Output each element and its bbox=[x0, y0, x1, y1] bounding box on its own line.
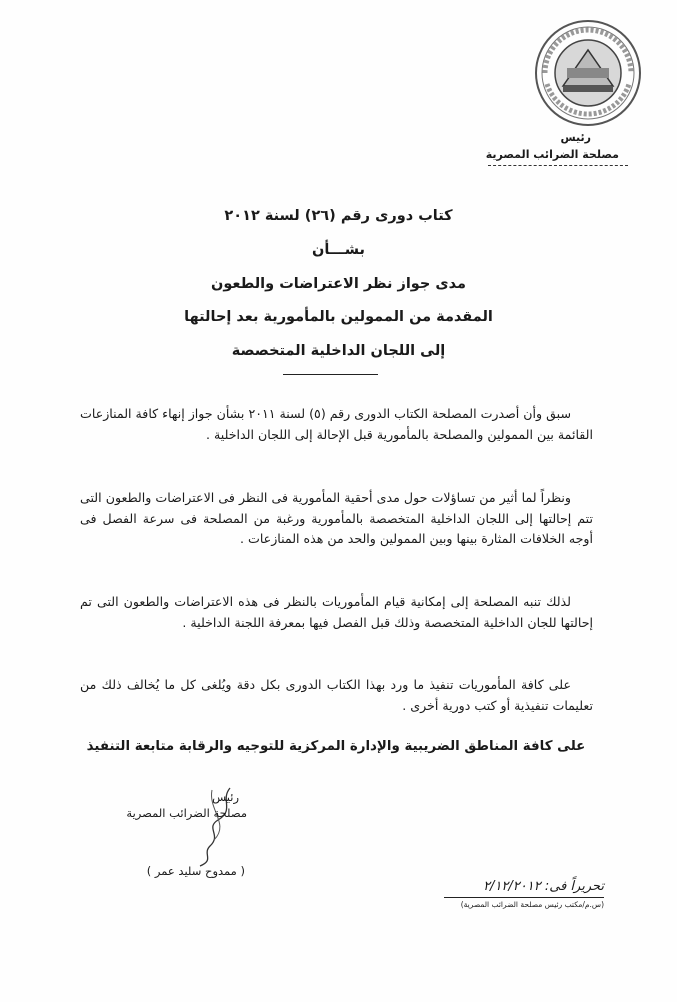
signatory-authority: مصلحة الضرائب المصرية bbox=[126, 806, 247, 820]
header-title: رئيس bbox=[560, 131, 591, 144]
paragraph-4-text: على كافة المأموريات تنفيذ ما ورد بهذا الكتاب الدورى بكل دقة ويُلغى كل ما يُخالف ذلك من تعليمات تنفيذية أو كتب دورية أخرى . bbox=[80, 677, 593, 713]
paragraph-1-text: سبق وأن أصدرت المصلحة الكتاب الدورى رقم (٥) لسنة ٢٠١١ بشأن جواز إنهاء كافة المنازعات القائمة بين الممولين والمصلحة بالمأمورية قبل الإحالة إلى اللجان الداخلية . bbox=[80, 406, 593, 442]
paragraph-1 bbox=[80, 404, 593, 445]
issue-date: تحريراً فى: ٢/١٢/٢٠١٢ bbox=[483, 879, 604, 894]
agency-seal-logo bbox=[533, 18, 643, 128]
paragraph-3-text: لذلك تنبه المصلحة إلى إمكانية قيام المأموريات بالنظر فى هذه الاعتراضات والطعون التى تم إحالتها للجان الداخلية المتخصصة وذلك قبل الفصل فيها بمعرفة اللجنة الداخلية . bbox=[80, 594, 593, 630]
subject-line-1: مدى جواز نظر الاعتراضات والطعون bbox=[210, 276, 467, 292]
header-authority: مصلحة الضرائب المصرية bbox=[485, 148, 619, 161]
date-divider bbox=[444, 897, 604, 898]
signatory-title: رئيس bbox=[212, 790, 239, 804]
circular-number: كتاب دورى رقم (٢٦) لسنة ٢٠١٢ bbox=[224, 208, 453, 224]
paragraph-2-text: ونظراً لما أثير من تساؤلات حول مدى أحقية المأمورية فى النظر فى الاعتراضات والطعون التى تتم إحالتها إلى اللجان الداخلية المتخصصة بالمأمورية ورغبة من المصلحة فى سرعة الفصل فى أوجه الخلافات المثارة بينها وبين الممولين والحد من هذه المنازعات . bbox=[80, 490, 593, 546]
directive-line: على كافة المناطق الضريبية والإدارة المركزية للتوجيه والرقابة متابعة التنفيذ bbox=[86, 739, 586, 754]
paragraph-4 bbox=[80, 675, 593, 716]
regarding-label: بشـــأن bbox=[312, 242, 365, 258]
handwritten-signature bbox=[160, 780, 255, 870]
paragraph-3 bbox=[80, 592, 593, 633]
header-divider bbox=[488, 165, 628, 166]
subject-line-3: إلى اللجان الداخلية المتخصصة bbox=[231, 343, 446, 359]
paragraph-2 bbox=[80, 488, 593, 550]
title-divider bbox=[283, 374, 378, 375]
subject-line-2: المقدمة من الممولين بالمأمورية بعد إحالتها bbox=[184, 309, 493, 325]
signatory-name: ( ممدوح سليد عمر ) bbox=[146, 864, 245, 878]
reference-note: (س.م/مكتب رئيس مصلحة الضرائب المصرية) bbox=[460, 900, 604, 909]
